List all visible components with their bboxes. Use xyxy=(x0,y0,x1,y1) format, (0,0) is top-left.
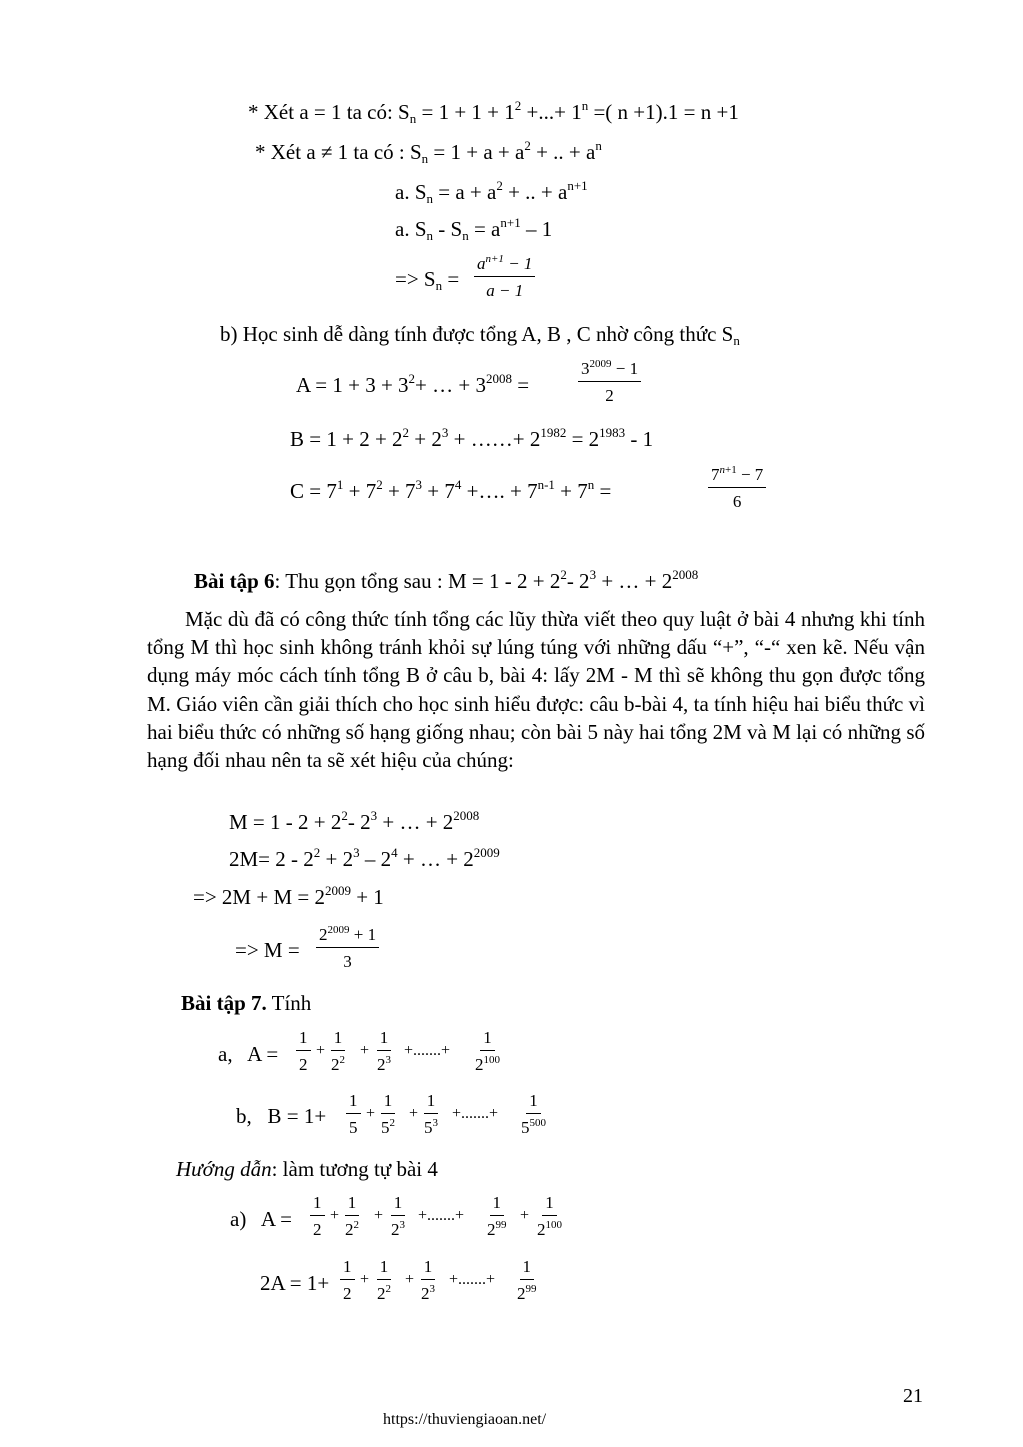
case-a1-label: * Xét a = 1 ta có: S xyxy=(248,100,410,124)
ex7b-frac-2: $\frac{1}{5^2}$ xyxy=(381,1091,395,1137)
guide-label: Hướng dẫn xyxy=(176,1157,272,1181)
line-sn-result: => $S_n$ = xyxy=(395,267,460,293)
section-b-text: b) Học sinh dễ dàng tính được tổng A, B , C nhờ công thức S xyxy=(220,322,734,346)
guide-2A-frac-3: $\frac{1}{2^3}$ xyxy=(421,1257,435,1303)
guide-a-frac-99: $\frac{1}{2^{99}}$ xyxy=(487,1193,507,1239)
exercise-6-heading: Bài tập 6: Thu gọn tổng sau : $M = 1 - 2 + 2^2-$ $2^3$ + … + $2^{2008}$ xyxy=(194,567,699,593)
exercise-6-title: Bài tập 6 xyxy=(194,569,275,593)
line-sum-C: $C = 7^1 + 7^2 + 7^3 + 7^4$ +…. + $7^{n-1} + 7^n$ = xyxy=(290,477,612,503)
footer-url[interactable]: https://thuviengiaoan.net/ xyxy=(383,1411,547,1428)
exercise-7-text: Tính xyxy=(266,991,312,1015)
line-case-a-equals-1: * Xét a = 1 ta có: $S_n = 1 + 1 + 1^2$ +...+ $1^n$ =( n +1).1 = n +1 xyxy=(248,98,739,126)
guide-text: : làm tương tự bài 4 xyxy=(271,1157,438,1181)
ex7b-frac-1: $\frac{1}{5}$ xyxy=(346,1091,361,1137)
plus-sign: + xyxy=(360,1042,370,1059)
guide-a-frac-3: $\frac{1}{2^3}$ xyxy=(391,1193,405,1239)
section-b-intro: b) Học sinh dễ dàng tính được tổng A, B , C nhờ công thức $S_n$ xyxy=(220,322,740,348)
line-case-a-not-1: * Xét a ≠ 1 ta có : $S_n = 1 + a + a^2$ + .. + $a^n$ xyxy=(255,138,602,166)
ex7a-frac-2: $\frac{1}{2^2}$ xyxy=(331,1028,345,1074)
fraction-C: $\frac{7^{n+1} - 7}{6}$ xyxy=(708,465,766,511)
guide-a-frac-100: $\frac{1}{2^{100}}$ xyxy=(537,1193,562,1239)
guide-a-frac-2: $\frac{1}{2^2}$ xyxy=(345,1193,359,1239)
exercise-7-title: Bài tập 7. xyxy=(181,991,267,1015)
guide-a-label: a) A = xyxy=(230,1207,293,1231)
exercise-6-paragraph-text: Mặc dù đã có công thức tính tổng các lũy thừa viết theo quy luật ở bài 4 nhưng khi tính tổng M thì học sinh không tránh khỏi sự lúng túng với những dấu “+”, “-“ xen kẽ. Nếu vận dụng máy móc cách tính tổng B ở câu b, bài 4: lấy 2M - M thì sẽ không thu gọn được tổng M. Giáo viên cần giải thích cho học sinh hiểu được: câu b-bài 4, ta tính hiệu hai biểu thức vì hai biểu thức có những số hạng giống nhau; còn bài 5 này hai tổng 2M và M lại có những số hạng đối nhau nên ta sẽ xét hiệu của chúng: xyxy=(147,607,925,773)
line-M-result: => M = xyxy=(235,938,300,962)
fraction-A: $\frac{3^{2009} - 1}{2}$ xyxy=(578,359,641,405)
ex7b-frac-3: $\frac{1}{5^3}$ xyxy=(424,1091,438,1137)
line-2M: $2M= 2 - 2^2 + 2^3 - 2^4$ + … + $2^{2009}$ xyxy=(229,845,500,871)
guide-line xyxy=(176,1156,438,1182)
guide-2A-frac-2: $\frac{1}{2^2}$ xyxy=(377,1257,391,1303)
exercise-7-heading xyxy=(181,990,311,1016)
exercise-6-text: : Thu gọn tổng sau : M = 1 - 2 + 2 xyxy=(274,569,561,593)
plus-ellipsis: +.......+ xyxy=(418,1207,465,1224)
plus-sign: + xyxy=(520,1207,530,1224)
plus-ellipsis: +.......+ xyxy=(449,1271,496,1288)
guide-2A-frac-99: $\frac{1}{2^{99}}$ xyxy=(517,1257,537,1303)
plus-sign: + xyxy=(316,1042,326,1059)
ex7b-frac-last: $\frac{1}{5^{500}}$ xyxy=(521,1091,546,1137)
fraction-M: $\frac{2^{2009} + 1}{3}$ xyxy=(316,925,379,971)
plus-sign: + xyxy=(330,1207,340,1224)
plus-sign: + xyxy=(360,1271,370,1288)
ex7a-frac-last: $\frac{1}{2^{100}}$ xyxy=(475,1028,500,1074)
ex7-b-label: b, B = 1+ xyxy=(236,1104,327,1128)
plus-sign: + xyxy=(366,1105,376,1122)
exercise-6-paragraph xyxy=(147,605,925,774)
plus-ellipsis: +.......+ xyxy=(404,1042,451,1059)
guide-a-frac-1: $\frac{1}{2}$ xyxy=(310,1193,325,1239)
plus-sign: + xyxy=(409,1105,419,1122)
line-sum-A: $A = 1 + 3 + 3^2+$ … + $3^{2008}$ = xyxy=(296,371,530,397)
line-a-sn: a. $S_n = a + a^2$ + .. + $a^{n+1}$ xyxy=(395,178,588,206)
ex7a-frac-1: $\frac{1}{2}$ xyxy=(296,1028,311,1074)
line-2M-plus-M: => $2M + M = 2^{2009} + 1$ xyxy=(193,883,384,909)
line-M: $M = 1 - 2 + 2^2-$ $2^3$ + … + $2^{2008}$ xyxy=(229,808,480,834)
line-sum-B: $B = 1 + 2 + 2^2 + 2^3$ + ……+ $2^{1982} = 2^{1983} - 1$ xyxy=(290,425,654,451)
fraction-sn: $\frac{a^{n+1} - 1}{a - 1}$ xyxy=(474,254,535,300)
plus-sign: + xyxy=(405,1271,415,1288)
guide-2A-label: 2A = 1+ xyxy=(260,1271,330,1295)
line-a-sn-minus-sn: a. $S_n - S_n = a^{n+1} - 1$ xyxy=(395,215,553,243)
plus-sign: + xyxy=(374,1207,384,1224)
page-number: 21 xyxy=(903,1385,923,1407)
ex7-a-label: a, A = xyxy=(218,1042,279,1066)
case-a-not-1-label: * Xét a ≠ 1 ta có : S xyxy=(255,140,422,164)
ex7a-frac-3: $\frac{1}{2^3}$ xyxy=(377,1028,391,1074)
plus-ellipsis: +.......+ xyxy=(452,1105,499,1122)
guide-2A-frac-1: $\frac{1}{2}$ xyxy=(340,1257,355,1303)
